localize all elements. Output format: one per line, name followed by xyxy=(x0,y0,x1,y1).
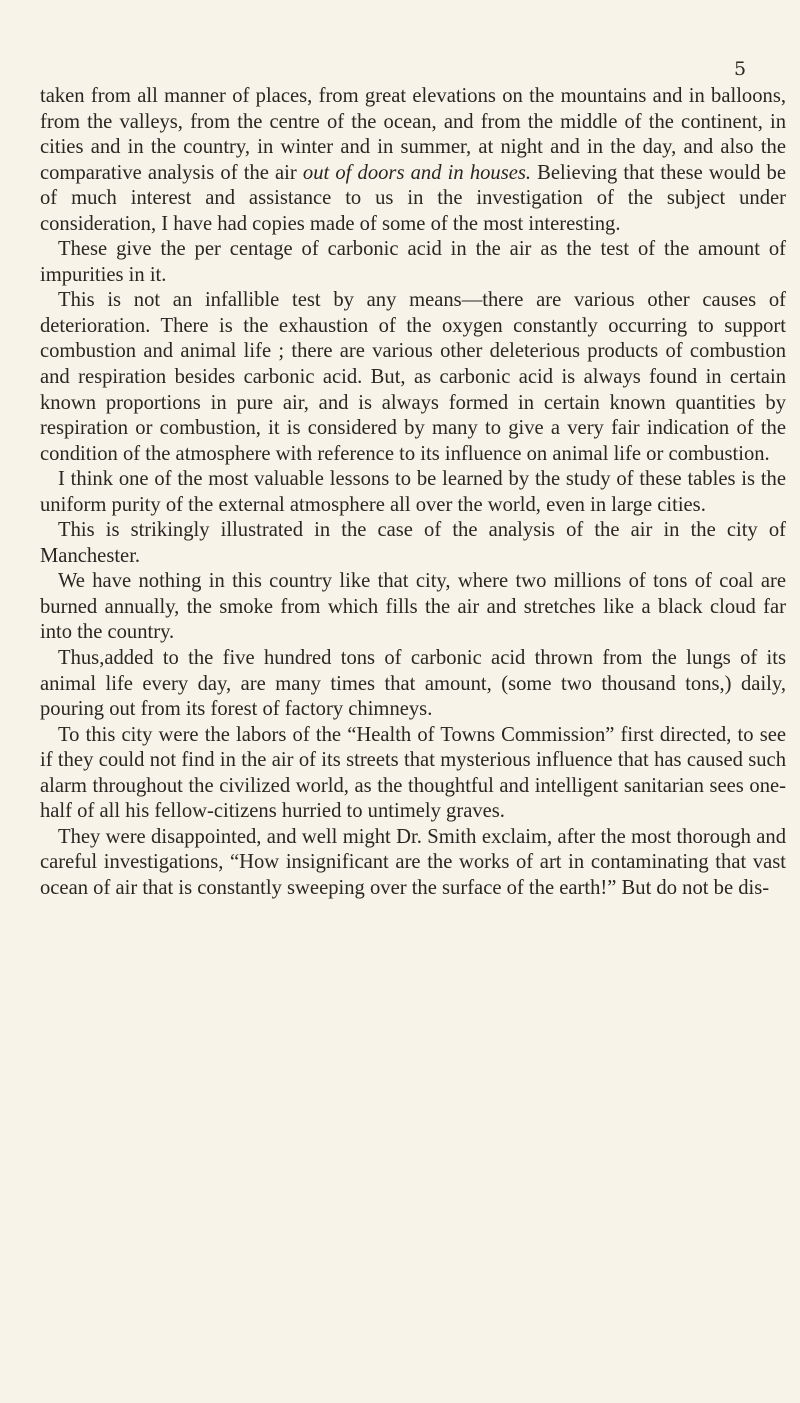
paragraph: I think one of the most valuable lessons to be learned by the study of these tables is the uniform purity of the external atmosphere all over the world, even in large cities. xyxy=(40,468,786,516)
paragraph: Thus,added to the five hundred tons of carbonic acid thrown from the lungs of its animal life every day, are many times that amount, (some two thousand tons,) daily, pouring out from its forest of factory chimneys. xyxy=(40,647,786,721)
paragraph: This is strikingly illustrated in the case of the analysis of the air in the city of Manchester. xyxy=(40,519,786,567)
body-text xyxy=(40,84,786,902)
paragraph: These give the per centage of carbonic acid in the air as the test of the amount of impurities in it. xyxy=(40,238,786,286)
page-number: 5 xyxy=(733,58,747,80)
paragraph: They were disappointed, and well might Dr. Smith exclaim, after the most thorough and careful investigations, “How insignificant are the works of art in contaminating that vast ocean of air that is constantly sweeping over the surface of the earth!” But do not be dis- xyxy=(40,825,786,899)
paragraph xyxy=(40,84,786,237)
paragraph: To this city were the labors of the “Health of Towns Commission” first directed, to see if they could not find in the air of its streets that mysterious influence that has caused such alarm throughout the civilized world, as the thoughtful and intelligent sanitarian sees one-half of all his fellow-citizens hurried to untimely graves. xyxy=(40,723,786,823)
paragraph: This is not an infallible test by any means—there are various other causes of deterioration. There is the exhaustion of the oxygen constantly occurring to support combustion and animal life ; there are various other deleterious products of combustion and respiration besides carbonic acid. But, as carbonic acid is always found in certain known proportions in pure air, and is always formed in certain known quantities by respiration or combustion, it is considered by many to give a very fair indication of the condition of the atmosphere with reference to its influence on animal life or combustion. xyxy=(40,289,786,465)
paragraph-text: Believing that these would be of much interest and assistance to us in the investigation of the subject under consideration, I have had copies made of some of the most interesting. xyxy=(40,161,786,235)
paragraph-text: taken from all manner of places, from great elevations on the mountains and in balloons, from the valleys, from the centre of the ocean, and from the middle of the continent, in cities and in the country, in winter and in summer, at night and in the day, and also the comparative analysis of the air xyxy=(40,85,786,184)
italic-phrase: out of doors and in houses. xyxy=(302,161,532,184)
paragraph: We have nothing in this country like that city, where two millions of tons of coal are burned annually, the smoke from which fills the air and stretches like a black cloud far into the country. xyxy=(40,570,786,644)
